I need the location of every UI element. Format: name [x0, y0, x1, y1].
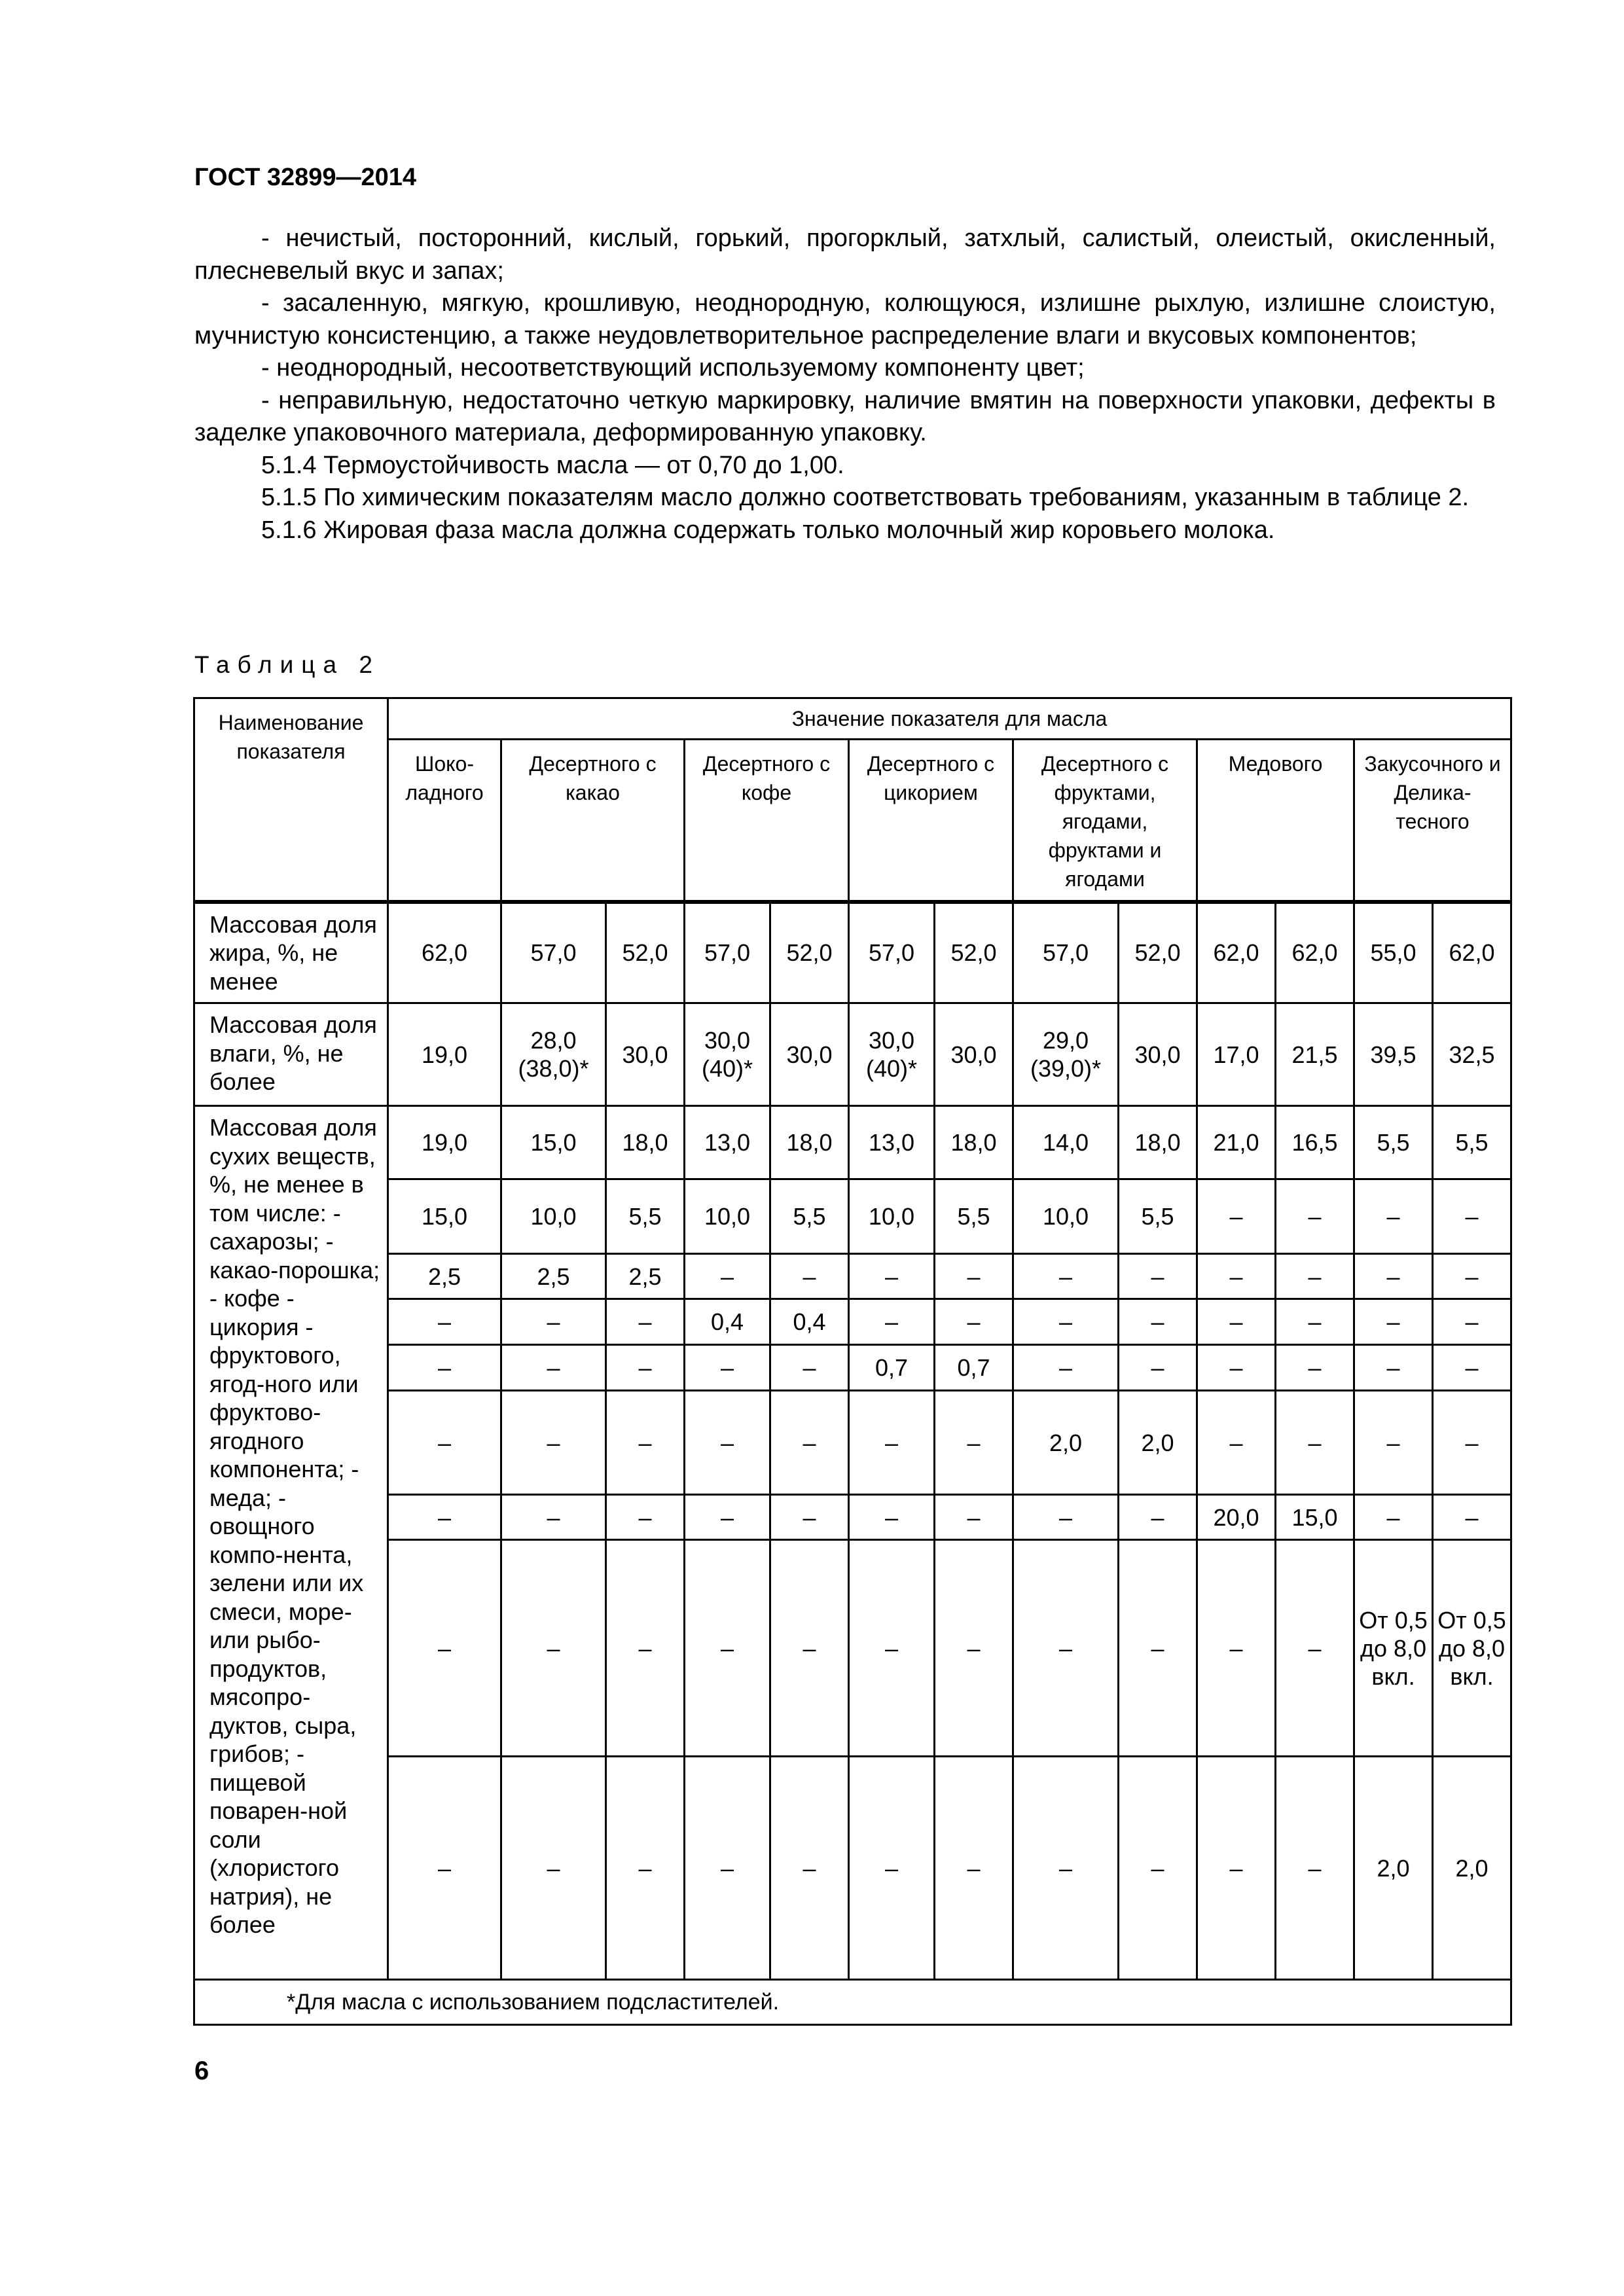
cell-coffee-3: –: [606, 1345, 685, 1391]
paragraph-consistency-defects: - засаленную, мягкую, крошливую, неоднородную, колющуюся, излишне рыхлую, излишне слоистую, мучнистую консистенцию, а также неудовлетворительное распределение влаги и вкусовых компонентов;: [194, 289, 1496, 350]
cell-moisture-5: 30,0: [770, 1003, 849, 1106]
cell-solids-8: 14,0: [1013, 1106, 1119, 1179]
paragraph-5-1-6: 5.1.6 Жировая фаза масла должна содержать только молочный жир коровьего молока.: [261, 516, 1275, 544]
cell-salt-3: –: [606, 1757, 685, 1980]
cell-salt-12: 2,0: [1354, 1757, 1433, 1980]
cell-solids-13: 5,5: [1433, 1106, 1511, 1179]
cell-honey-11: 15,0: [1276, 1495, 1354, 1540]
cell-fruit-8: 2,0: [1013, 1391, 1119, 1495]
row-honey: [194, 1495, 1511, 1540]
row-label-fat: Массовая доля жира, %, не менее: [194, 902, 388, 1003]
cell-solids-5: 18,0: [770, 1106, 849, 1179]
cell-sucrose-7: –: [935, 1254, 1013, 1299]
cell-sucrose-8: –: [1013, 1254, 1119, 1299]
cell-fruit-9: 2,0: [1119, 1391, 1197, 1495]
table-2: [193, 697, 1512, 2026]
cell-sucrose-1: 2,5: [388, 1254, 501, 1299]
cell-honey-7: –: [935, 1495, 1013, 1540]
header-col-coffee: Десертного с кофе: [685, 740, 849, 902]
cell-honey-5: –: [770, 1495, 849, 1540]
cell-vegetable-3: –: [606, 1540, 685, 1757]
cell-honey-8: –: [1013, 1495, 1119, 1540]
cell-fruit-4: –: [685, 1391, 770, 1495]
cell-sucrose-9: –: [1119, 1254, 1197, 1299]
row-cocoa: [194, 1299, 1511, 1345]
cell-vegetable-12: От 0,5 до 8,0 вкл.: [1354, 1540, 1433, 1757]
cell-vegetable-4: –: [685, 1540, 770, 1757]
cell-coffee-6: 0,7: [849, 1345, 935, 1391]
cell-salt-1: –: [388, 1757, 501, 1980]
cell-solids-min-9: 5,5: [1119, 1179, 1197, 1254]
cell-moisture-6: 30,0 (40)*: [849, 1003, 935, 1106]
cell-cocoa-10: –: [1197, 1299, 1276, 1345]
cell-vegetable-6: –: [849, 1540, 935, 1757]
row-coffee: [194, 1345, 1511, 1391]
document-header: ГОСТ 32899—2014: [194, 164, 417, 191]
cell-solids-min-13: –: [1433, 1179, 1511, 1254]
table-header-row: [194, 698, 1511, 740]
header-col-chocolate: Шоко-ладного: [388, 740, 501, 902]
cell-vegetable-2: –: [501, 1540, 606, 1757]
cell-moisture-1: 19,0: [388, 1003, 501, 1106]
header-col-honey: Медового: [1197, 740, 1354, 902]
cell-vegetable-5: –: [770, 1540, 849, 1757]
cell-fruit-5: –: [770, 1391, 849, 1495]
cell-cocoa-2: –: [501, 1299, 606, 1345]
cell-cocoa-11: –: [1276, 1299, 1354, 1345]
cell-sucrose-5: –: [770, 1254, 849, 1299]
cell-solids-11: 16,5: [1276, 1106, 1354, 1179]
row-salt: [194, 1757, 1511, 1980]
cell-coffee-10: –: [1197, 1345, 1276, 1391]
cell-honey-1: –: [388, 1495, 501, 1540]
cell-solids-min-2: 10,0: [501, 1179, 606, 1254]
cell-moisture-8: 29,0 (39,0)*: [1013, 1003, 1119, 1106]
cell-fruit-3: –: [606, 1391, 685, 1495]
row-fat: [194, 902, 1511, 1003]
cell-sucrose-2: 2,5: [501, 1254, 606, 1299]
cell-sucrose-3: 2,5: [606, 1254, 685, 1299]
table-caption: Таблица 2: [194, 651, 380, 678]
cell-sucrose-12: –: [1354, 1254, 1433, 1299]
cell-moisture-2: 28,0 (38,0)*: [501, 1003, 606, 1106]
row-solids: [194, 1106, 1511, 1179]
cell-solids-2: 15,0: [501, 1106, 606, 1179]
row-moisture: [194, 1003, 1511, 1106]
cell-sucrose-6: –: [849, 1254, 935, 1299]
cell-fat-7: 52,0: [935, 902, 1013, 1003]
cell-moisture-11: 21,5: [1276, 1003, 1354, 1106]
table-footnote-row: [194, 1980, 1511, 2025]
cell-solids-min-7: 5,5: [935, 1179, 1013, 1254]
cell-honey-4: –: [685, 1495, 770, 1540]
cell-moisture-3: 30,0: [606, 1003, 685, 1106]
cell-solids-min-12: –: [1354, 1179, 1433, 1254]
cell-cocoa-13: –: [1433, 1299, 1511, 1345]
cell-salt-9: –: [1119, 1757, 1197, 1980]
header-col-cocoa: Десертного с какао: [501, 740, 685, 902]
cell-moisture-4: 30,0 (40)*: [685, 1003, 770, 1106]
cell-salt-11: –: [1276, 1757, 1354, 1980]
cell-fruit-11: –: [1276, 1391, 1354, 1495]
cell-fruit-2: –: [501, 1391, 606, 1495]
page-number: 6: [194, 2056, 209, 2085]
cell-solids-min-6: 10,0: [849, 1179, 935, 1254]
cell-vegetable-9: –: [1119, 1540, 1197, 1757]
cell-cocoa-5: 0,4: [770, 1299, 849, 1345]
cell-vegetable-7: –: [935, 1540, 1013, 1757]
row-sucrose: [194, 1254, 1511, 1299]
cell-coffee-7: 0,7: [935, 1345, 1013, 1391]
body-text: [194, 223, 1496, 547]
cell-salt-2: –: [501, 1757, 606, 1980]
cell-coffee-13: –: [1433, 1345, 1511, 1391]
cell-coffee-11: –: [1276, 1345, 1354, 1391]
paragraph-color-defects: - неоднородный, несоответствующий используемому компоненту цвет;: [261, 354, 1085, 382]
header-value-group: Значение показателя для масла: [388, 698, 1511, 740]
cell-cocoa-9: –: [1119, 1299, 1197, 1345]
cell-salt-6: –: [849, 1757, 935, 1980]
cell-solids-min-11: –: [1276, 1179, 1354, 1254]
cell-fat-8: 57,0: [1013, 902, 1119, 1003]
cell-coffee-5: –: [770, 1345, 849, 1391]
cell-vegetable-13: От 0,5 до 8,0 вкл.: [1433, 1540, 1511, 1757]
cell-salt-8: –: [1013, 1757, 1119, 1980]
cell-honey-10: 20,0: [1197, 1495, 1276, 1540]
cell-moisture-10: 17,0: [1197, 1003, 1276, 1106]
cell-cocoa-4: 0,4: [685, 1299, 770, 1345]
paragraph-5-1-4: 5.1.4 Термоустойчивость масла — от 0,70 до 1,00.: [261, 451, 844, 479]
cell-cocoa-12: –: [1354, 1299, 1433, 1345]
row-label-solids: Массовая доля сухих веществ, %, не менее в том числе: - сахарозы; - какао-порошка; - кофе - цикория - фруктового, ягод-ного или фруктово-ягодного компонента; - меда; - овощного компо-нента, зелени или их смеси, море- или рыбо-продуктов, мясопро-дуктов, сыра, грибов; - пищевой поварен-ной соли (хлористого натрия), не более: [194, 1106, 388, 1980]
cell-vegetable-8: –: [1013, 1540, 1119, 1757]
header-col-snack: Закусочного и Делика-тесного: [1354, 740, 1511, 902]
cell-coffee-2: –: [501, 1345, 606, 1391]
row-fruit: [194, 1391, 1511, 1495]
cell-vegetable-10: –: [1197, 1540, 1276, 1757]
cell-coffee-9: –: [1119, 1345, 1197, 1391]
cell-fat-9: 52,0: [1119, 902, 1197, 1003]
paragraph-taste-defects: - нечистый, посторонний, кислый, горький, прогорклый, затхлый, салистый, олеистый, окисленный, плесневелый вкус и запах;: [194, 224, 1496, 285]
cell-salt-5: –: [770, 1757, 849, 1980]
cell-fat-12: 55,0: [1354, 902, 1433, 1003]
cell-solids-min-10: –: [1197, 1179, 1276, 1254]
cell-honey-12: –: [1354, 1495, 1433, 1540]
cell-solids-7: 18,0: [935, 1106, 1013, 1179]
cell-honey-6: –: [849, 1495, 935, 1540]
paragraph-5-1-5: 5.1.5 По химическим показателям масло должно соответствовать требованиям, указанным в таблице 2.: [261, 484, 1470, 511]
cell-salt-10: –: [1197, 1757, 1276, 1980]
cell-solids-6: 13,0: [849, 1106, 935, 1179]
cell-sucrose-4: –: [685, 1254, 770, 1299]
cell-fruit-13: –: [1433, 1391, 1511, 1495]
cell-solids-min-3: 5,5: [606, 1179, 685, 1254]
cell-cocoa-8: –: [1013, 1299, 1119, 1345]
cell-coffee-8: –: [1013, 1345, 1119, 1391]
cell-solids-min-4: 10,0: [685, 1179, 770, 1254]
cell-coffee-4: –: [685, 1345, 770, 1391]
cell-sucrose-11: –: [1276, 1254, 1354, 1299]
cell-fat-5: 52,0: [770, 902, 849, 1003]
cell-solids-1: 19,0: [388, 1106, 501, 1179]
cell-moisture-13: 32,5: [1433, 1003, 1511, 1106]
cell-solids-3: 18,0: [606, 1106, 685, 1179]
cell-moisture-12: 39,5: [1354, 1003, 1433, 1106]
cell-vegetable-1: –: [388, 1540, 501, 1757]
row-label-moisture: Массовая доля влаги, %, не более: [194, 1003, 388, 1106]
cell-solids-9: 18,0: [1119, 1106, 1197, 1179]
cell-fat-4: 57,0: [685, 902, 770, 1003]
cell-solids-min-5: 5,5: [770, 1179, 849, 1254]
cell-honey-2: –: [501, 1495, 606, 1540]
cell-cocoa-3: –: [606, 1299, 685, 1345]
cell-solids-min-8: 10,0: [1013, 1179, 1119, 1254]
cell-fat-10: 62,0: [1197, 902, 1276, 1003]
cell-vegetable-11: –: [1276, 1540, 1354, 1757]
cell-fruit-12: –: [1354, 1391, 1433, 1495]
cell-fruit-1: –: [388, 1391, 501, 1495]
cell-solids-4: 13,0: [685, 1106, 770, 1179]
table-subheader-row: [194, 740, 1511, 902]
cell-cocoa-7: –: [935, 1299, 1013, 1345]
row-solids-min: [194, 1179, 1511, 1254]
cell-honey-13: –: [1433, 1495, 1511, 1540]
cell-salt-13: 2,0: [1433, 1757, 1511, 1980]
row-vegetable: [194, 1540, 1511, 1757]
cell-fat-11: 62,0: [1276, 902, 1354, 1003]
cell-solids-10: 21,0: [1197, 1106, 1276, 1179]
header-indicator-name: Наименование показателя: [194, 698, 388, 902]
cell-honey-9: –: [1119, 1495, 1197, 1540]
cell-fruit-6: –: [849, 1391, 935, 1495]
cell-moisture-7: 30,0: [935, 1003, 1013, 1106]
cell-fat-6: 57,0: [849, 902, 935, 1003]
cell-cocoa-1: –: [388, 1299, 501, 1345]
table-footnote: *Для масла с использованием подсластителей.: [194, 1980, 1511, 2025]
cell-fat-3: 52,0: [606, 902, 685, 1003]
cell-fat-1: 62,0: [388, 902, 501, 1003]
header-col-chicory: Десертного с цикорием: [849, 740, 1013, 902]
cell-sucrose-10: –: [1197, 1254, 1276, 1299]
cell-fruit-7: –: [935, 1391, 1013, 1495]
cell-coffee-12: –: [1354, 1345, 1433, 1391]
cell-fat-2: 57,0: [501, 902, 606, 1003]
cell-fruit-10: –: [1197, 1391, 1276, 1495]
cell-coffee-1: –: [388, 1345, 501, 1391]
cell-moisture-9: 30,0: [1119, 1003, 1197, 1106]
cell-salt-4: –: [685, 1757, 770, 1980]
paragraph-packaging-defects: - неправильную, недостаточно четкую маркировку, наличие вмятин на поверхности упаковки, дефекты в заделке упаковочного материала, деформированную упаковку.: [194, 386, 1496, 446]
cell-salt-7: –: [935, 1757, 1013, 1980]
cell-honey-3: –: [606, 1495, 685, 1540]
cell-fat-13: 62,0: [1433, 902, 1511, 1003]
header-col-fruit: Десертного с фруктами, ягодами, фруктами и ягодами: [1013, 740, 1197, 902]
cell-sucrose-13: –: [1433, 1254, 1511, 1299]
cell-solids-12: 5,5: [1354, 1106, 1433, 1179]
cell-cocoa-6: –: [849, 1299, 935, 1345]
cell-solids-min-1: 15,0: [388, 1179, 501, 1254]
